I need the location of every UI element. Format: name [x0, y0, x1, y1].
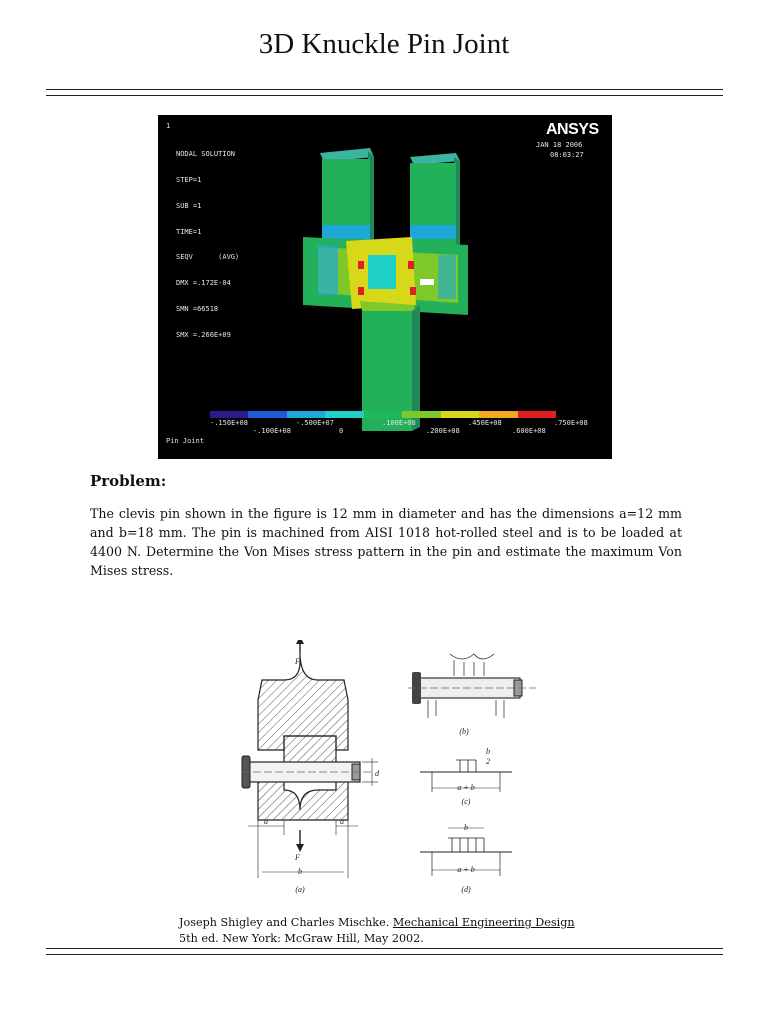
ansys-info-line: SEQV (AVG)	[176, 253, 240, 262]
legend-swatch	[325, 411, 363, 418]
legend-label: .100E+08	[382, 419, 416, 427]
label-b-d: b	[464, 823, 468, 832]
label-a-plus-b-c: a + b	[457, 783, 475, 792]
ansys-info-line: SMX =.266E+09	[176, 330, 231, 339]
ansys-info-line: DMX =.172E-04	[176, 279, 231, 288]
label-d: d	[375, 769, 379, 778]
bottom-rule-2	[46, 954, 723, 955]
legend-swatch	[518, 411, 556, 418]
ansys-info-line: SMN =66518	[176, 304, 219, 313]
ansys-info-line: SUB =1	[176, 201, 202, 210]
label-force-top: F	[295, 657, 300, 666]
legend-label: .750E+08	[554, 419, 588, 427]
legend-label: .600E+08	[512, 427, 546, 435]
bottom-rule-1	[46, 948, 723, 949]
panel-c-caption: (c)	[461, 797, 471, 806]
legend-label: .450E+08	[468, 419, 502, 427]
label-b: b	[298, 867, 302, 876]
ansys-info-block	[176, 133, 239, 356]
ansys-window-number: 1	[166, 122, 171, 130]
top-rule-1	[46, 89, 723, 90]
ansys-time: 08:03:27	[550, 151, 584, 159]
problem-heading: Problem:	[90, 472, 167, 490]
ansys-stress-plot	[158, 115, 612, 459]
panel-d-caption: (d)	[461, 885, 471, 894]
citation-authors: Joseph Shigley and Charles Mischke.	[179, 916, 393, 929]
ansys-footer-label: Pin Joint	[166, 437, 204, 445]
label-a-left: a	[264, 817, 268, 826]
ansys-info-line: NODAL SOLUTION	[176, 150, 236, 159]
legend-label: 0	[339, 427, 344, 435]
ansys-info-line: STEP=1	[176, 175, 202, 184]
legend-swatch	[479, 411, 517, 418]
legend-label: -.100E+08	[253, 427, 291, 435]
legend-swatch	[287, 411, 325, 418]
ansys-info-line: TIME=1	[176, 227, 202, 236]
citation-book-title: Mechanical Engineering Design	[392, 916, 575, 929]
citation	[179, 915, 575, 947]
citation-publication: 5th ed. New York: McGraw Hill, May 2002.	[179, 932, 424, 945]
clevis-pin-figure	[232, 640, 542, 905]
label-b-over-2-den: 2	[486, 757, 490, 766]
panel-b-caption: (b)	[459, 727, 469, 736]
label-a-plus-b-d: a + b	[457, 865, 475, 874]
ansys-logo: ANSYS	[546, 121, 599, 138]
ansys-date: JAN 18 2006	[536, 141, 583, 149]
legend-swatch	[402, 411, 440, 418]
legend-swatch	[248, 411, 286, 418]
panel-c-load-diagram	[420, 747, 512, 806]
problem-statement: The clevis pin shown in the figure is 12 mm in diameter and has the dimensions a=12 mm and b=18 mm. The pin is machined from AISI 1018 hot-rolled steel and is to be loaded at 4400 N. Determine the Von Mises stress pattern in the pin and estimate the maximum Von Mises stress.	[90, 506, 682, 578]
legend-label: -.150E+08	[210, 419, 248, 427]
legend-swatch	[364, 411, 402, 418]
label-b-over-2-num: b	[486, 747, 490, 756]
ansys-color-legend	[210, 411, 556, 418]
panel-a-clevis	[242, 640, 380, 894]
legend-label: .200E+08	[426, 427, 460, 435]
citation-line-1	[179, 915, 575, 931]
legend-swatch	[210, 411, 248, 418]
page-title: 3D Knuckle Pin Joint	[258, 28, 510, 60]
label-a-right: a	[340, 817, 344, 826]
label-force-bottom: F	[295, 853, 300, 862]
top-rule-2	[46, 95, 723, 96]
legend-swatch	[441, 411, 479, 418]
panel-a-caption: (a)	[295, 885, 305, 894]
panel-d-load-diagram	[420, 823, 512, 894]
legend-label: -.500E+07	[296, 419, 334, 427]
panel-b-pin-loads	[408, 654, 536, 736]
